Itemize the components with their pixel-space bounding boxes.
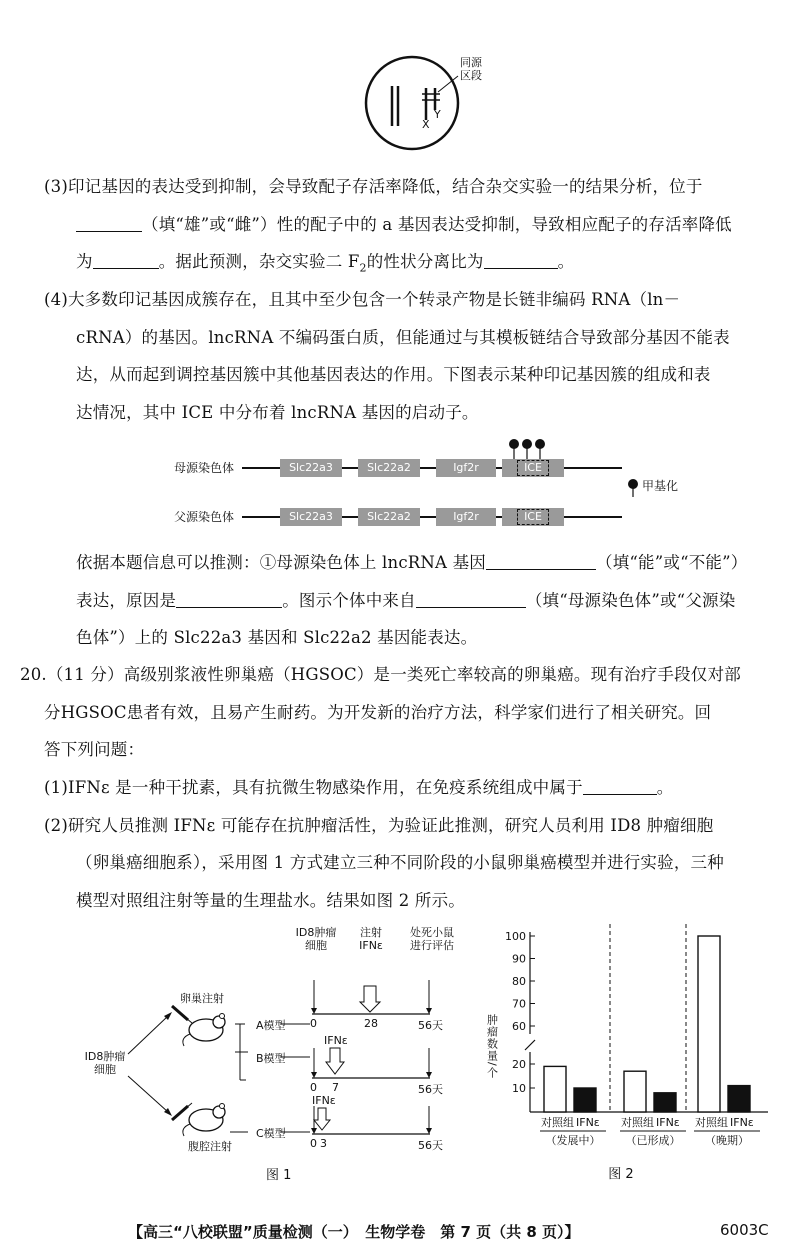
model-a-start: 0 (310, 1017, 317, 1030)
col2-label-2: IFNε (359, 939, 383, 952)
methylation-legend-label: 甲基化 (642, 479, 679, 493)
y-tick-label-90: 90 (512, 952, 526, 966)
model-a-end: 56天 (418, 1019, 443, 1032)
cell-outline (366, 57, 458, 149)
q20-sub2-line-2: （卵巢癌细胞系），采用图 1 方式建立三种不同阶段的小鼠卵巢癌模型并进行实验，三种 (76, 853, 724, 872)
q4-line-6: 表达，原因是 。图示个体中来自 （填“母源染色体”或“父源染 (76, 591, 736, 610)
model-b-ifne: IFNε (324, 1034, 348, 1047)
q20-line-2: 分HGSOC患者有效，且易产生耐药。为开发新的治疗方法，科学家们进行了相关研究。回 (44, 703, 712, 722)
group-label-2: （晚期） (705, 1134, 749, 1147)
q4-line-5: 依据本题信息可以推测：①母源染色体上 lncRNA 基因 （填“能”或“不能”） (76, 553, 748, 572)
q4-blank-1 (486, 553, 596, 570)
model-a-label: A模型 (256, 1019, 286, 1032)
ovary-injection-label: 卵巢注射 (180, 992, 224, 1005)
q3-blank-2 (93, 252, 159, 269)
model-b-label: B模型 (256, 1052, 286, 1065)
bar-ifne-2 (728, 1086, 750, 1112)
model-b-inject-day: 7 (332, 1081, 339, 1094)
gene-cluster-figure (170, 435, 690, 535)
homologous-region-label: 同源区段 (460, 56, 482, 82)
bar-label-ifne-0: IFNε (576, 1116, 600, 1129)
figure-1 (80, 924, 460, 1184)
mouse-icon-2 (183, 1104, 225, 1137)
syringe-icon-1 (172, 1006, 192, 1023)
model-c-inject-day: 3 (320, 1137, 327, 1150)
y-tick-label-100: 100 (505, 930, 526, 943)
x-label: X (422, 118, 430, 131)
maternal-gene-ice: ICE (502, 459, 564, 477)
y-tick-label-70: 70 (512, 997, 526, 1011)
maternal-gene-slc22a3: Slc22a3 (280, 459, 342, 477)
paternal-gene-igf2r: Igf2r (436, 508, 496, 526)
q4-line-3: 达，从而起到调控基因簇中其他基因表达的作用。下图表示某种印记基因簇的组成和表 (76, 365, 711, 384)
q4-blank-3 (416, 591, 526, 608)
figure-1-caption: 图 1 (266, 1168, 292, 1183)
methylation-legend-icon (626, 477, 640, 499)
y-tick-label-80: 80 (512, 975, 526, 988)
q3-blank-3 (484, 252, 558, 269)
q4-line-1: (4)大多数印记基因成簇存在，且其中至少包含一个转录产物是长链非编码 RNA（ln－ (44, 290, 681, 309)
paternal-gene-ice: ICE (502, 508, 564, 526)
methylation-marks (500, 437, 560, 461)
bar-label-ifne-2: IFNε (730, 1116, 754, 1129)
col3-label-2: 进行评估 (410, 939, 454, 952)
q4-line-7: 色体”）上的 Slc22a3 基因和 Slc22a2 基因能表达。 (76, 628, 478, 647)
maternal-chromosome-label: 母源染色体 (174, 461, 235, 475)
q4-blank-2 (176, 591, 282, 608)
q4-line-4: 达情况，其中 ICE 中分布着 lncRNA 基因的启动子。 (76, 403, 479, 422)
paternal-gene-slc22a2: Slc22a2 (358, 508, 420, 526)
xy-chromosome-figure (350, 48, 510, 158)
paternal-gene-slc22a3: Slc22a3 (280, 508, 342, 526)
y-axis-label: 肿瘤数量/个 (485, 1014, 499, 1079)
figure-2 (476, 924, 776, 1188)
q3-line-3: 为 。据此预测，杂交实验二 $F_2$的性状分离比为 。 (76, 252, 575, 275)
bar-label-ifne-1: IFNε (656, 1116, 680, 1129)
model-a-inject-day: 28 (364, 1017, 378, 1030)
bar-label-control-1: 对照组 (621, 1116, 654, 1129)
bar-control-1 (624, 1071, 646, 1112)
col3-label-1: 处死小鼠 (410, 926, 454, 939)
bar-chart (476, 924, 776, 1188)
bar-ifne-1 (654, 1093, 676, 1112)
y-tick-label-60: 60 (512, 1020, 526, 1033)
peritoneal-injection-label: 腹腔注射 (188, 1140, 232, 1153)
y-tick-label-10: 10 (512, 1082, 526, 1095)
y-tick-label-20: 20 (512, 1058, 526, 1071)
model-b-start: 0 (310, 1081, 317, 1094)
bar-control-0 (544, 1066, 566, 1112)
model-b-end: 56天 (418, 1083, 443, 1096)
q3-line-1: (3)印记基因的表达受到抑制，会导致配子存活率降低，结合杂交实验一的结果分析，位于 (44, 177, 703, 196)
footer-title: 【高三“八校联盟”质量检测（一） 生物学卷 第 7 页（共 8 页）】 (128, 1223, 580, 1241)
bar-ifne-0 (574, 1088, 596, 1112)
figure-2-caption: 图 2 (608, 1167, 634, 1182)
q20-sub2-line-3: 模型对照组注射等量的生理盐水。结果如图 2 所示。 (76, 891, 465, 910)
q20-line-3: 答下列问题： (44, 740, 145, 759)
model-c-ifne: IFNε (312, 1094, 336, 1107)
q20-line-1: 20.（11 分）高级别浆液性卵巢癌（HGSOC）是一类死亡率较高的卵巢癌。现有治疗手段仅对部 (20, 665, 741, 684)
group-label-1: （已形成） (625, 1134, 681, 1147)
col1-label-1: ID8肿瘤 (295, 926, 337, 939)
group-label-0: （发展中） (545, 1134, 601, 1147)
model-c-start: 0 (310, 1137, 317, 1150)
footer-code: 6003C (720, 1221, 769, 1239)
col1-label-2: 细胞 (305, 939, 327, 952)
maternal-gene-igf2r: Igf2r (436, 459, 496, 477)
q20-sub1: (1)IFNε 是一种干扰素，具有抗微生物感染作用，在免疫系统组成中属于 。 (44, 778, 674, 797)
q3-line-2: （填“雄”或“雌”）性的配子中的 a 基因表达受抑制，导致相应配子的存活率降低 (76, 214, 732, 236)
bar-control-2 (698, 936, 720, 1112)
bar-label-control-0: 对照组 (541, 1116, 574, 1129)
q20-blank-1 (583, 778, 657, 795)
paternal-chromosome-label: 父源染色体 (174, 510, 235, 524)
q20-sub2-line-1: (2)研究人员推测 IFNε 可能存在抗肿瘤活性，为验证此推测，研究人员利用 ID8 肿瘤细胞 (44, 816, 714, 835)
source-cells-label-2: 细胞 (94, 1063, 116, 1076)
model-c-label: C模型 (256, 1127, 286, 1140)
axis-break-mark (525, 1040, 535, 1050)
q4-line-2: cRNA）的基因。lncRNA 不编码蛋白质，但能通过与其模板链结合导致部分基因不能表 (76, 328, 730, 347)
y-label: Y (434, 108, 441, 121)
model-c-end: 56天 (418, 1139, 443, 1152)
source-cells-label-1: ID8肿瘤 (84, 1050, 126, 1063)
bar-label-control-2: 对照组 (695, 1116, 728, 1129)
maternal-gene-slc22a2: Slc22a2 (358, 459, 420, 477)
col2-label-1: 注射 (360, 926, 382, 939)
mouse-icon-1 (183, 1014, 225, 1047)
q3-blank-1 (76, 215, 142, 232)
